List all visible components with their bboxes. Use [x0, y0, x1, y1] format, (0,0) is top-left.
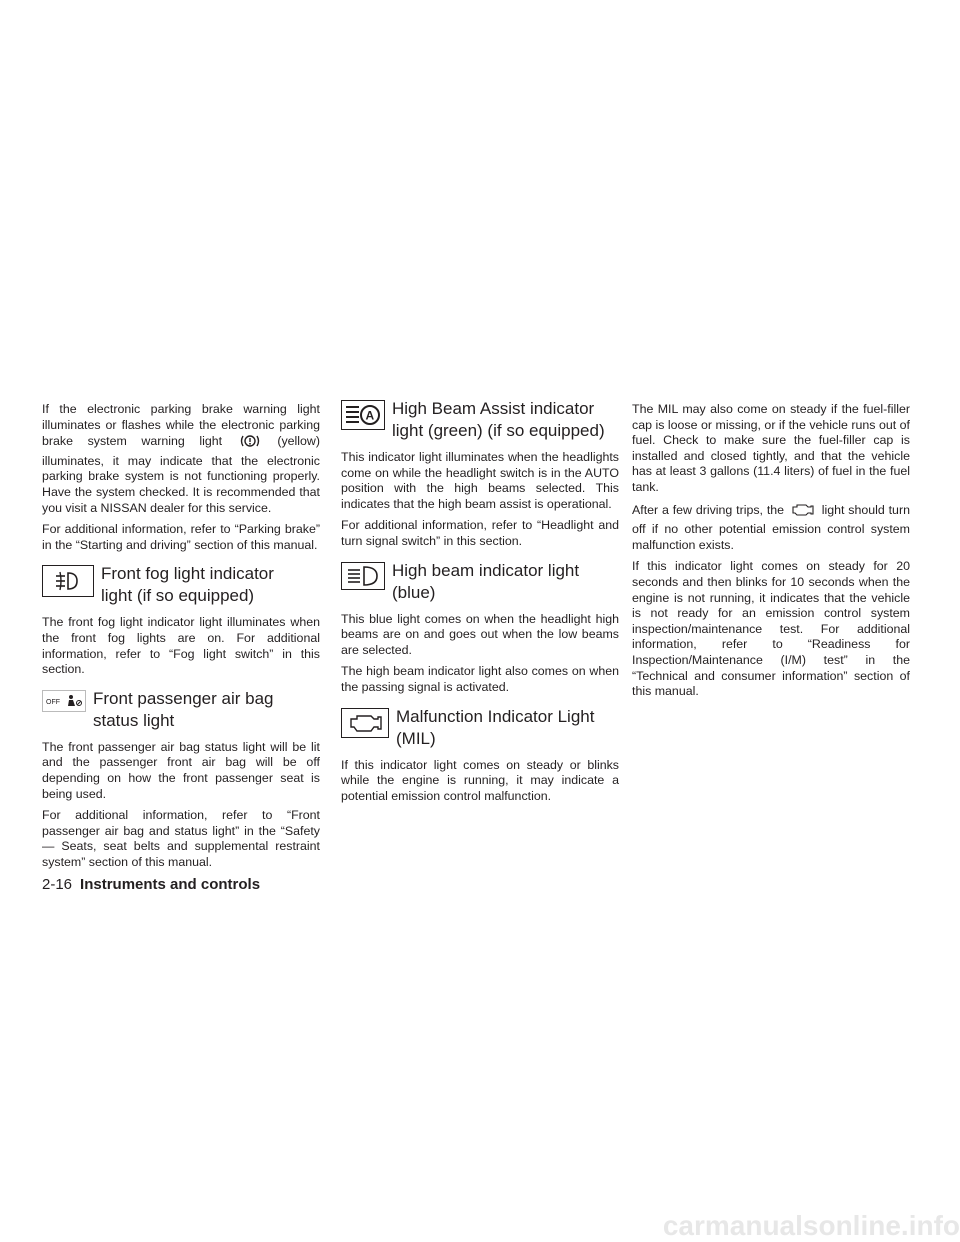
- high-beam-heading: [341, 560, 619, 604]
- column-2: [341, 398, 619, 810]
- hba-paragraph-1: This indicator light illuminates when the headlights come on while the headlight switch is in the AUTO position with the high beams selected. This indicates that the high beam assist is operational.: [341, 450, 619, 511]
- fog-heading-line1: Front fog light indicator: [101, 564, 274, 584]
- parking-brake-text-a: If the electronic parking brake warning light illuminates or flashes while the electronic parking brake system warning light: [42, 402, 320, 449]
- mil-paragraph-1: If this indicator light comes on steady or blinks while the engine is running, it may indicate a potential emission control malfunction.: [341, 757, 619, 803]
- mil-heading-line2: (MIL): [396, 728, 436, 748]
- hba-heading: [341, 398, 619, 442]
- airbag-paragraph-1: The front passenger air bag status light will be lit and the passenger front air bag will be off depending on how the front passenger seat is being used.: [42, 739, 320, 801]
- high-beam-paragraph-2: The high beam indicator light also comes on when the passing signal is activated.: [341, 664, 619, 694]
- parking-brake-reference: For additional information, refer to “Parking brake” in the “Starting and driving” section of this manual.: [42, 522, 320, 552]
- mil-heading: [341, 706, 619, 750]
- fog-heading-line2: light (if so equipped): [101, 586, 255, 606]
- mil-trips-paragraph: [632, 502, 910, 554]
- parking-brake-warning-icon: [239, 433, 261, 454]
- watermark-text: carmanualsonline.info: [662, 1210, 960, 1241]
- airbag-icon-text: OFF: [46, 698, 60, 706]
- engine-mil-icon: [341, 708, 389, 738]
- mil-trips-text-a: After a few driving trips, the: [632, 502, 785, 517]
- high-beam-icon: [341, 562, 385, 590]
- fog-light-heading: [42, 563, 320, 607]
- parking-brake-paragraph: [42, 402, 320, 516]
- fog-light-paragraph: The front fog light indicator light illuminates when the front fog lights are on. For additional information, refer to “Fog light switch” in this section.: [42, 615, 320, 677]
- hba-heading-line2: light (green) (if so equipped): [392, 421, 605, 440]
- svg-text:A: A: [365, 408, 375, 423]
- airbag-heading-line1: Front passenger air bag: [93, 688, 274, 708]
- high-beam-heading-line1: High beam indicator light: [392, 560, 580, 580]
- column-1: [42, 402, 320, 876]
- hba-paragraph-2: For additional information, refer to “Headlight and turn signal switch” in this section.: [341, 518, 619, 548]
- engine-mil-inline-icon: [790, 502, 816, 523]
- mil-fuel-cap-paragraph: The MIL may also come on steady if the fuel-filler cap is loose or missing, or if the vehicle runs out of fuel. Check to make sure the fuel-filler cap is installed and closed tightly, and that the vehicle has at least 3 gallons (11.4 liters) of fuel in the fuel tank.: [632, 402, 910, 494]
- column-3: [632, 402, 910, 706]
- hba-heading-line1: High Beam Assist indicator: [392, 399, 595, 418]
- high-beam-paragraph-1: This blue light comes on when the headlight high beams are on and goes out when the low beams are selected.: [341, 611, 619, 657]
- airbag-heading-line2: status light: [93, 710, 175, 730]
- high-beam-heading-line2: (blue): [392, 582, 436, 602]
- page-footer: [42, 876, 260, 893]
- passenger-airbag-off-icon: [42, 690, 86, 712]
- mil-heading-line1: Malfunction Indicator Light: [396, 706, 595, 726]
- section-title: Instruments and controls: [80, 876, 261, 893]
- high-beam-assist-icon: [341, 400, 385, 430]
- parking-brake-text-b: (yellow) illuminates, it may indicate that the electronic parking brake system is not functioning properly. Have the system checked. It is recommended that you visit a NISSAN dealer for this service.: [42, 434, 320, 515]
- mil-readiness-paragraph: If this indicator light comes on steady for 20 seconds and then blinks for 10 seconds when the engine is not running, it indicates that the vehicle is not ready for an emission control system inspection/maintenance test. For additional information, refer to “Readiness for Inspection/Maintenance (I/M) test” in the “Technical and consumer information” section of this manual.: [632, 559, 910, 699]
- front-fog-light-icon: [42, 565, 94, 597]
- airbag-paragraph-2: For additional information, refer to “Front passenger air bag and status light” in the “Safety — Seats, seat belts and supplemental restraint system” section of this manual.: [42, 808, 320, 869]
- airbag-heading: [42, 688, 320, 732]
- mil-trips-text-b: light should turn off if no other potential emission control system malfunction exists.: [632, 502, 910, 552]
- page-number: 2-16: [42, 876, 73, 893]
